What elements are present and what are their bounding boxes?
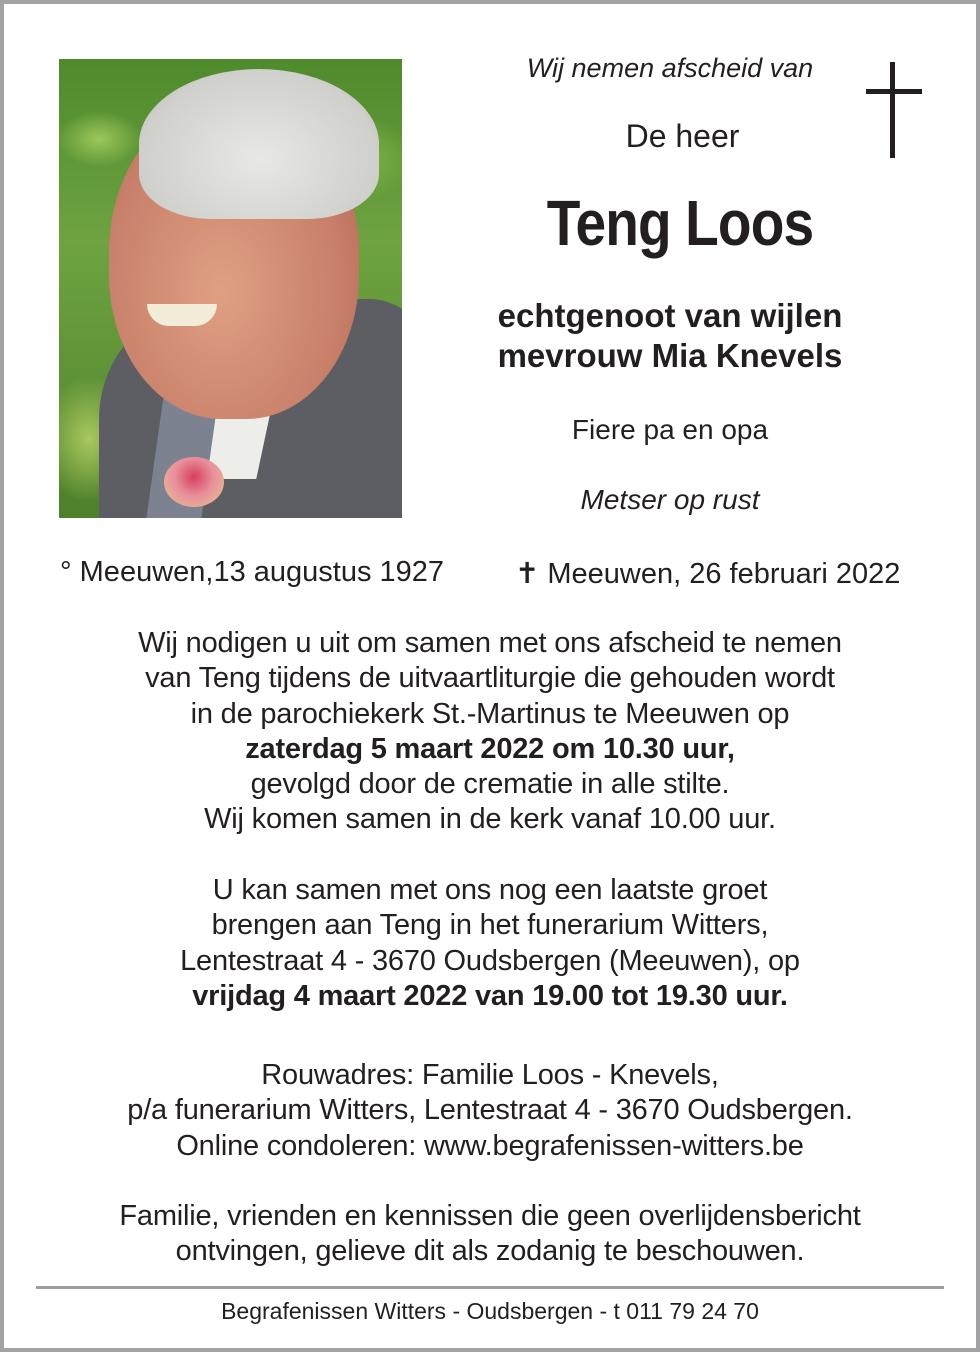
photo-hair	[139, 69, 379, 219]
visitation-line: Lentestraat 4 - 3670 Oudsbergen (Meeuwen), op	[180, 944, 800, 977]
address-line: Rouwadres: Familie Loos - Knevels,	[261, 1059, 719, 1091]
visitation-line: brengen aan Teng in het funerarium Witters,	[211, 909, 769, 942]
visitation-line: U kan samen met ons nog een laatste groet	[212, 874, 768, 906]
address-line: p/a funerarium Witters, Lentestraat 4 - 3670 Oudsbergen.	[127, 1094, 853, 1127]
closing-line: Familie, vrienden en kennissen die geen overlijdensbericht	[119, 1200, 861, 1232]
visitation-datetime: vrijdag 4 maart 2022 van 19.00 tot 19.30 uur.	[192, 979, 788, 1012]
invitation-line: in de parochiekerk St.-Martinus te Meeuwen op	[190, 697, 790, 730]
funeral-datetime: zaterdag 5 maart 2022 om 10.30 uur,	[245, 732, 735, 765]
invitation-line: van Teng tijdens de uitvaartliturgie die gehouden wordt	[145, 662, 835, 695]
cross-icon	[866, 62, 922, 158]
intro-text: Wij nemen afscheid van	[526, 53, 814, 83]
photo-rose	[164, 457, 224, 507]
honorific: De heer	[625, 118, 740, 154]
funeral-invitation	[40, 626, 940, 838]
spouse-line-2: mevrouw Mia Knevels	[497, 337, 843, 374]
photo-smile	[147, 304, 217, 326]
deceased-name: Teng Loos	[546, 187, 814, 259]
spouse-line-1: echtgenoot van wijlen	[497, 297, 843, 334]
life-dates	[60, 556, 930, 589]
death-date: ✝ Meeuwen, 26 februari 2022	[515, 558, 901, 590]
spouse-info	[440, 296, 900, 376]
mourning-address	[40, 1058, 940, 1164]
invitation-line: Wij nodigen u uit om samen met ons afscheid te nemen	[138, 627, 842, 659]
visitation-info	[40, 873, 940, 1014]
invitation-line: gevolgd door de crematie in alle stilte.	[250, 768, 730, 801]
condolence-link[interactable]: Online condoleren: www.begrafenissen-witters.be	[176, 1129, 804, 1162]
portrait-photo	[59, 59, 402, 518]
closing-note	[40, 1199, 940, 1270]
closing-line: ontvingen, gelieve dit als zodanig te beschouwen.	[175, 1235, 805, 1268]
birth-date: ° Meeuwen,13 augustus 1927	[60, 556, 445, 588]
footer-divider	[36, 1286, 944, 1289]
footer-text: Begrafenissen Witters - Oudsbergen - t 011 79 24 70	[221, 1298, 759, 1324]
family-role: Fiere pa en opa	[571, 414, 769, 445]
profession: Metser op rust	[580, 484, 760, 515]
invitation-line: Wij komen samen in de kerk vanaf 10.00 uur.	[204, 803, 776, 836]
